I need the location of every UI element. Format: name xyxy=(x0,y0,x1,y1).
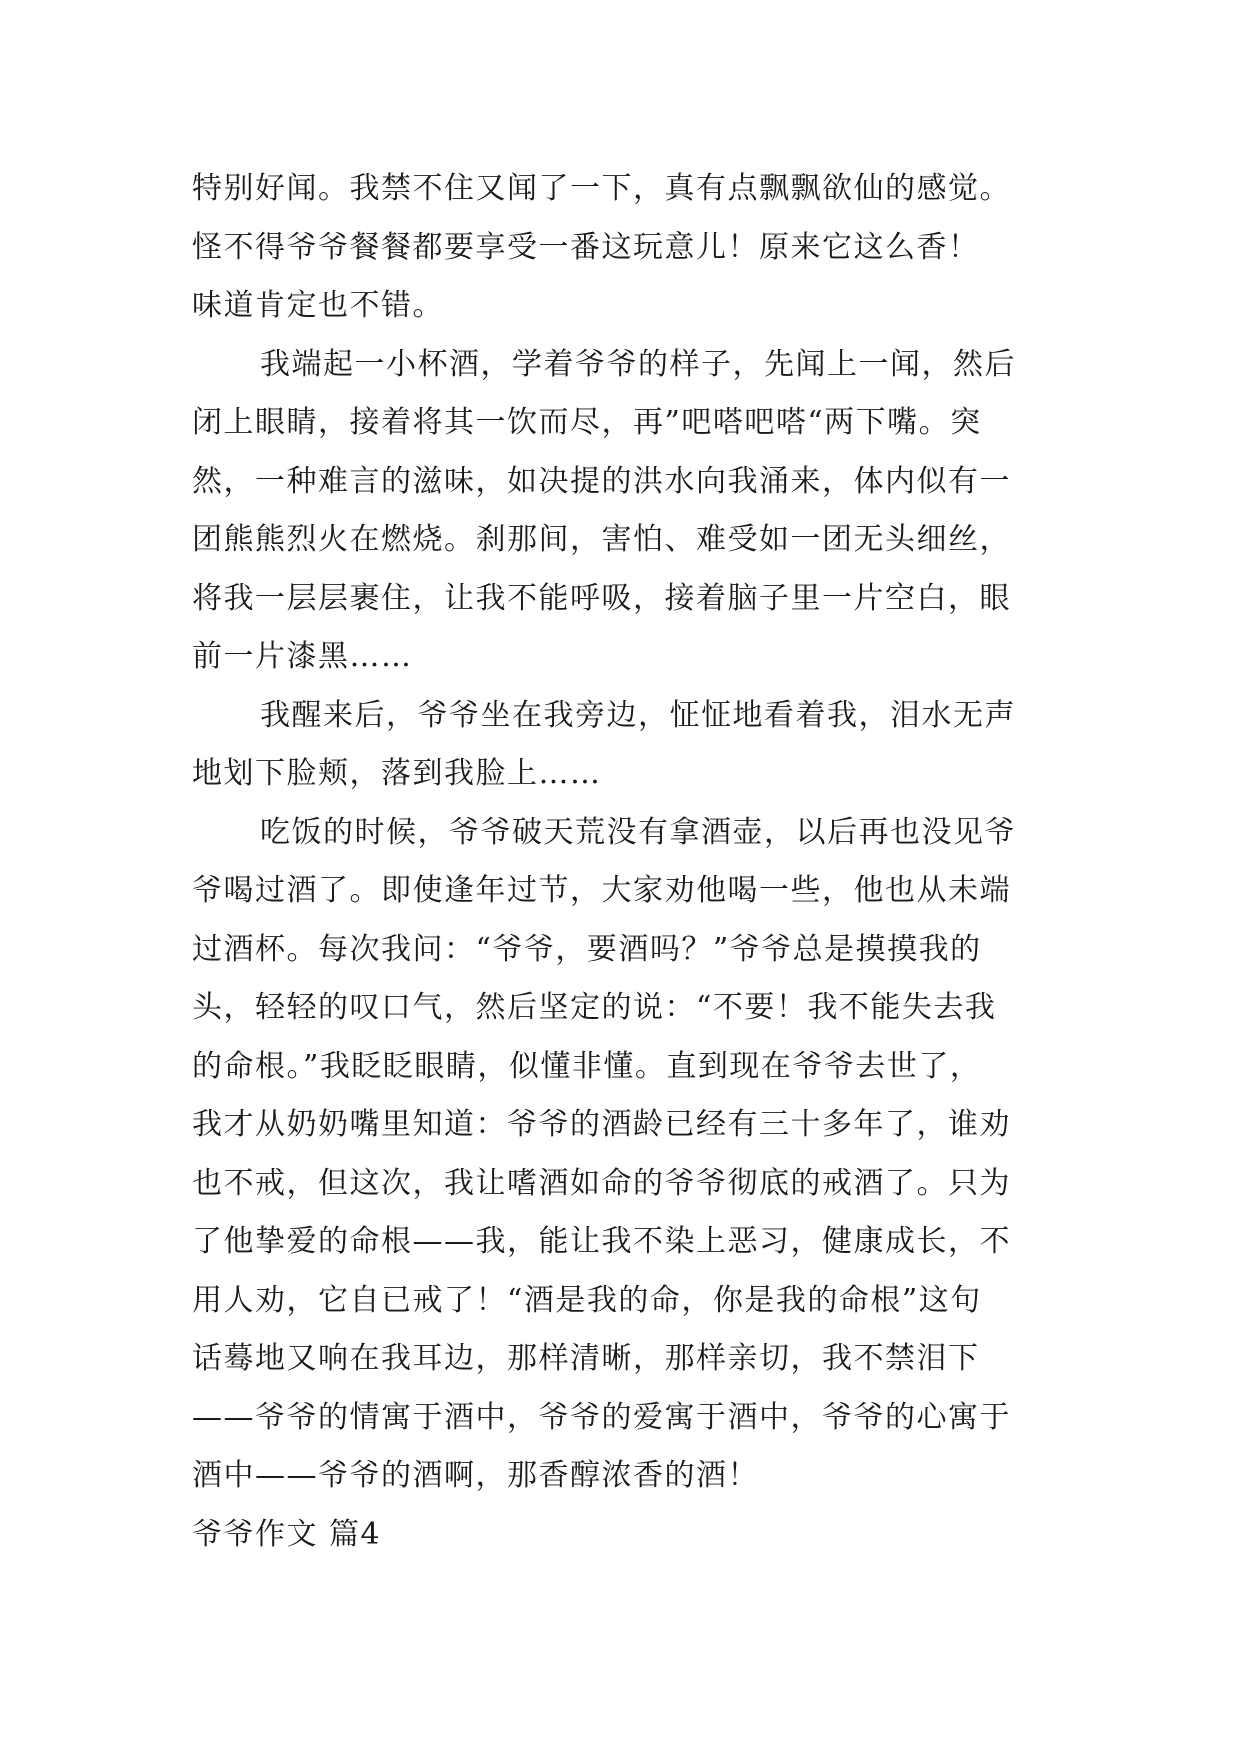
text-line: 地划下脸颊，落到我脸上…… xyxy=(192,756,602,791)
text-line: 酒中——爷爷的酒啊，那香醇浓香的酒！ xyxy=(192,1458,759,1493)
paragraph xyxy=(192,336,1072,687)
section-heading: 爷爷作文 篇4 xyxy=(192,1516,382,1552)
text-line: 我端起一小杯酒，学着爷爷的样子，先闻上一闻，然后 xyxy=(260,346,1016,382)
text-line: 然，一种难言的滋味，如决提的洪水向我涌来，体内似有一 xyxy=(192,463,1011,499)
text-line: 头，轻轻的叹口气，然后坚定的说：“不要！我不能失去我 xyxy=(192,990,997,1025)
document-body xyxy=(192,160,1072,1506)
text-line: 闭上眼睛，接着将其一饮而尽，再”吧嗒吧嗒“两下嘴。突 xyxy=(192,405,982,440)
text-line: 团熊熊烈火在燃烧。刹那间，害怕、难受如一团无头细丝， xyxy=(192,522,1011,557)
text-line: 话蓦地又响在我耳边，那样清晰，那样亲切，我不禁泪下 xyxy=(192,1341,980,1376)
paragraph xyxy=(192,804,1072,1506)
text-line: 味道肯定也不错。 xyxy=(192,288,444,323)
text-line: 吃饭的时候，爷爷破天荒没有拿酒壶，以后再也没见爷 xyxy=(260,814,1016,850)
text-line: 了他挚爱的命根——我，能让我不染上恶习，健康成长，不 xyxy=(192,1224,1011,1259)
paragraph xyxy=(192,160,1072,336)
text-line: 怪不得爷爷餐餐都要享受一番这玩意儿！原来它这么香！ xyxy=(192,229,980,265)
text-line: 将我一层层裹住，让我不能呼吸，接着脑子里一片空白，眼 xyxy=(192,580,1011,616)
text-line: 我醒来后，爷爷坐在我旁边，怔怔地看着我，泪水无声 xyxy=(260,697,1016,733)
text-line: 前一片漆黑…… xyxy=(192,639,413,674)
text-line: 过酒杯。每次我问：“爷爷，要酒吗？”爷爷总是摸摸我的 xyxy=(192,931,982,967)
text-line: ——爷爷的情寓于酒中，爷爷的爱寓于酒中，爷爷的心寓于 xyxy=(192,1399,1011,1435)
document-page xyxy=(192,160,1072,1564)
text-line: 我才从奶奶嘴里知道：爷爷的酒龄已经有三十多年了，谁劝 xyxy=(192,1107,1011,1142)
paragraph xyxy=(192,687,1072,804)
text-line: 特别好闻。我禁不住又闻了一下，真有点飘飘欲仙的感觉。 xyxy=(192,171,1011,206)
text-line: 爷喝过酒了。即使逢年过节，大家劝他喝一些，他也从未端 xyxy=(192,873,1011,908)
text-line: 的命根。”我眨眨眼睛，似懂非懂。直到现在爷爷去世了， xyxy=(192,1048,982,1084)
text-line: 用人劝，它自已戒了！“酒是我的命，你是我的命根”这句 xyxy=(192,1282,982,1318)
text-line: 也不戒，但这次，我让嗜酒如命的爷爷彻底的戒酒了。只为 xyxy=(192,1165,1011,1201)
